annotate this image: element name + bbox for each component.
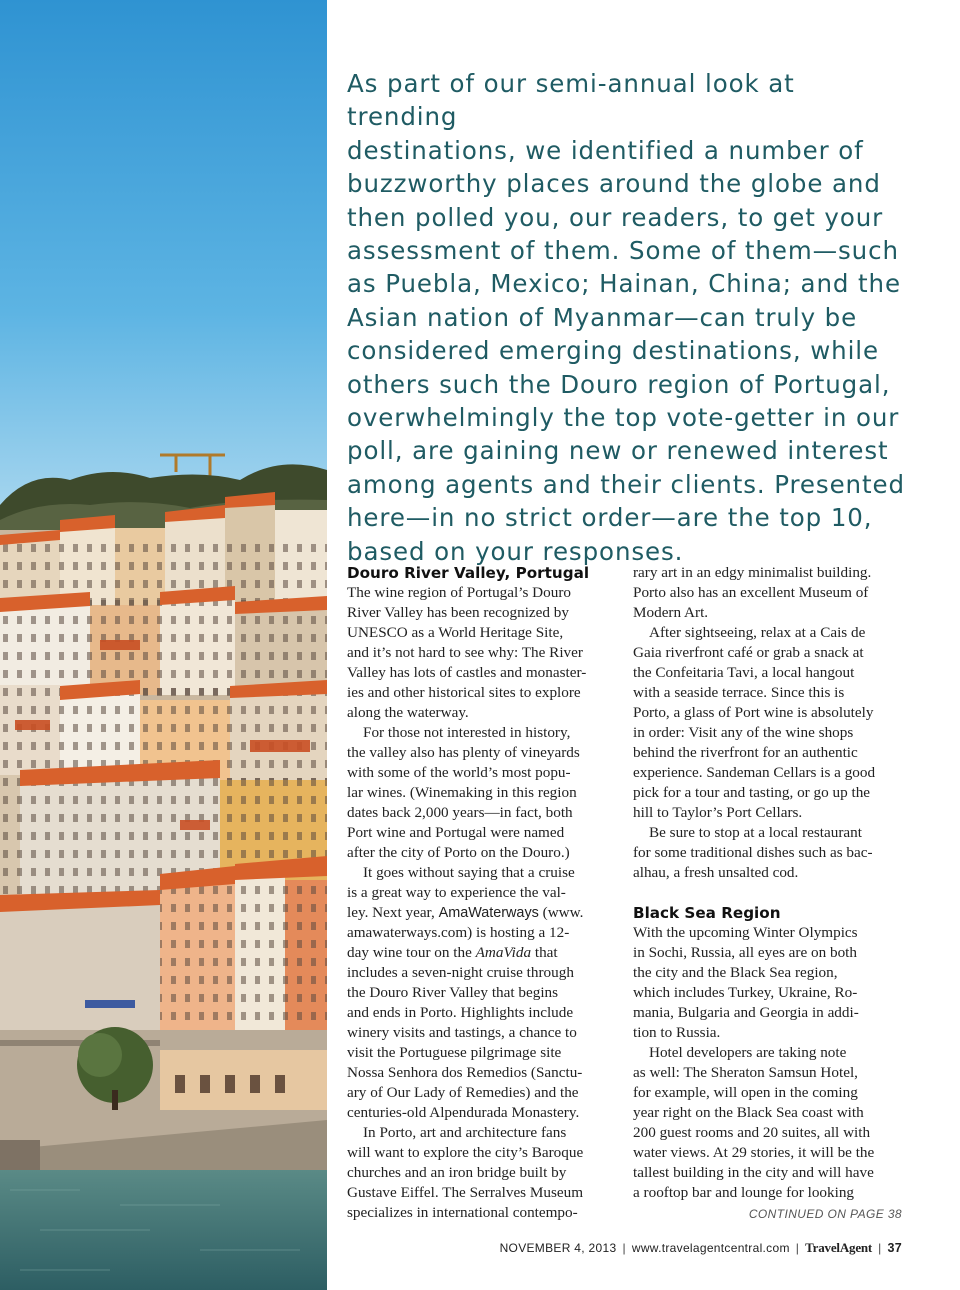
page-footer xyxy=(500,1240,902,1256)
douro-paragraph-3 xyxy=(347,863,609,1123)
black-sea-paragraph-1: With the upcoming Winter Olympics in Sochi, Russia, all eyes are on both the city and the Black Sea region, which includes Turkey, Ukraine, Ro- mania, Bulgaria and Georgia in addi- tion to Russia. xyxy=(633,924,859,1041)
ship-name: AmaVida xyxy=(475,944,532,961)
douro-paragraph-3-b: (www. amawaterways.com) is hosting a 12- day wine tour on the xyxy=(347,904,584,961)
douro-paragraph-5: rary art in an edgy minimalist building. Porto also has an excellent Museum of Modern Art. xyxy=(633,564,872,621)
footer-separator: | xyxy=(622,1241,626,1255)
footer-separator: | xyxy=(795,1241,800,1255)
douro-paragraph-6: After sightseeing, relax at a Cais de Gaia riverfront café or grab a snack at the Confeitaria Tavi, a local hangout with a seaside terrace. Since this is Porto, a glass of Port wine is absolutely in order: Visit any of the wine shops behind the riverfront for an authentic experience. Sandeman Cellars is a good pick for a tour and tasting, or go up the hill to Taylor’s Port Cellars. xyxy=(633,624,876,821)
footer-separator: | xyxy=(878,1241,882,1255)
douro-paragraph-3-c: that includes a seven-night cruise through the Douro River Valley that begins and ends in Porto. Highlights include winery visits and tastings, a chance to visit the Portuguese pilgrimage site Nossa Senhora dos Remedios (Sanctu- ary of Our Lady of Remedies) and the centuries-old Alpendurada Monastery. xyxy=(347,944,583,1121)
douro-paragraph-4: In Porto, art and architecture fans will want to explore the city’s Baroque churches and an iron bridge built by Gustave Eiffel. The Serralves Museum specializes in international contempo- xyxy=(347,1124,584,1221)
issue-date: NOVEMBER 4, 2013 xyxy=(499,1241,617,1255)
black-sea-paragraph-2: Hotel developers are taking note as well: The Sheraton Samsun Hotel, for example, will open in the coming year right on the Black Sea coast with 200 guest rooms and 20 suites, all with water views. At 29 stories, it will be the tallest building in the city and will have a rooftop bar and lounge for looking xyxy=(633,1044,875,1201)
douro-paragraph-2: For those not interested in history, the valley also has plenty of vineyards with some of the world’s most popu- lar wines. (Winemaking in this region dates back 2,000 years—in fact, both Port wine and Portugal were named after the city of Porto on the Douro.) xyxy=(347,724,580,861)
website-link[interactable]: www.travelagentcentral.com xyxy=(631,1241,790,1255)
porto-photo xyxy=(0,0,327,1290)
douro-heading: Douro River Valley, Portugal xyxy=(347,564,590,582)
article-column-left xyxy=(347,563,609,1223)
magazine-name: TravelAgent xyxy=(805,1240,873,1255)
douro-paragraph-1: The wine region of Portugal’s Douro River Valley has been recognized by UNESCO as a World Heritage Site, and it’s not hard to see why: The River Valley has lots of castles and monaster- ies and other historical sites to explore along the waterway. xyxy=(347,584,587,721)
continued-link[interactable]: CONTINUED ON PAGE 38 xyxy=(748,1207,902,1221)
amawaterways-brand: AmaWaterways xyxy=(438,905,539,921)
article-column-right xyxy=(633,563,901,1203)
intro-paragraph: As part of our semi-annual look at trending destinations, we identified a number of buzzworthy places around the globe and then polled you, our readers, to get your assessment of them. Some of them—such as Puebla, Mexico; Hainan, China; and the Asian nation of Myanmar—can truly be considered emerging destinations, while others such the Douro region of Portugal, overwhelmingly the top vote-getter in our poll, are gaining new or renewed interest among agents and their clients. Presented here—in no strict order—are the top 10, based on your responses. xyxy=(347,69,905,566)
douro-paragraph-7: Be sure to stop at a local restaurant for some traditional dishes such as bac- alhau, a fresh unsalted cod. xyxy=(633,824,873,881)
page-number: 37 xyxy=(887,1241,902,1255)
black-sea-heading: Black Sea Region xyxy=(633,904,781,922)
douro-paragraph-3-a: It goes without saying that a cruise is a great way to experience the val- ley. Next year, xyxy=(347,864,575,921)
